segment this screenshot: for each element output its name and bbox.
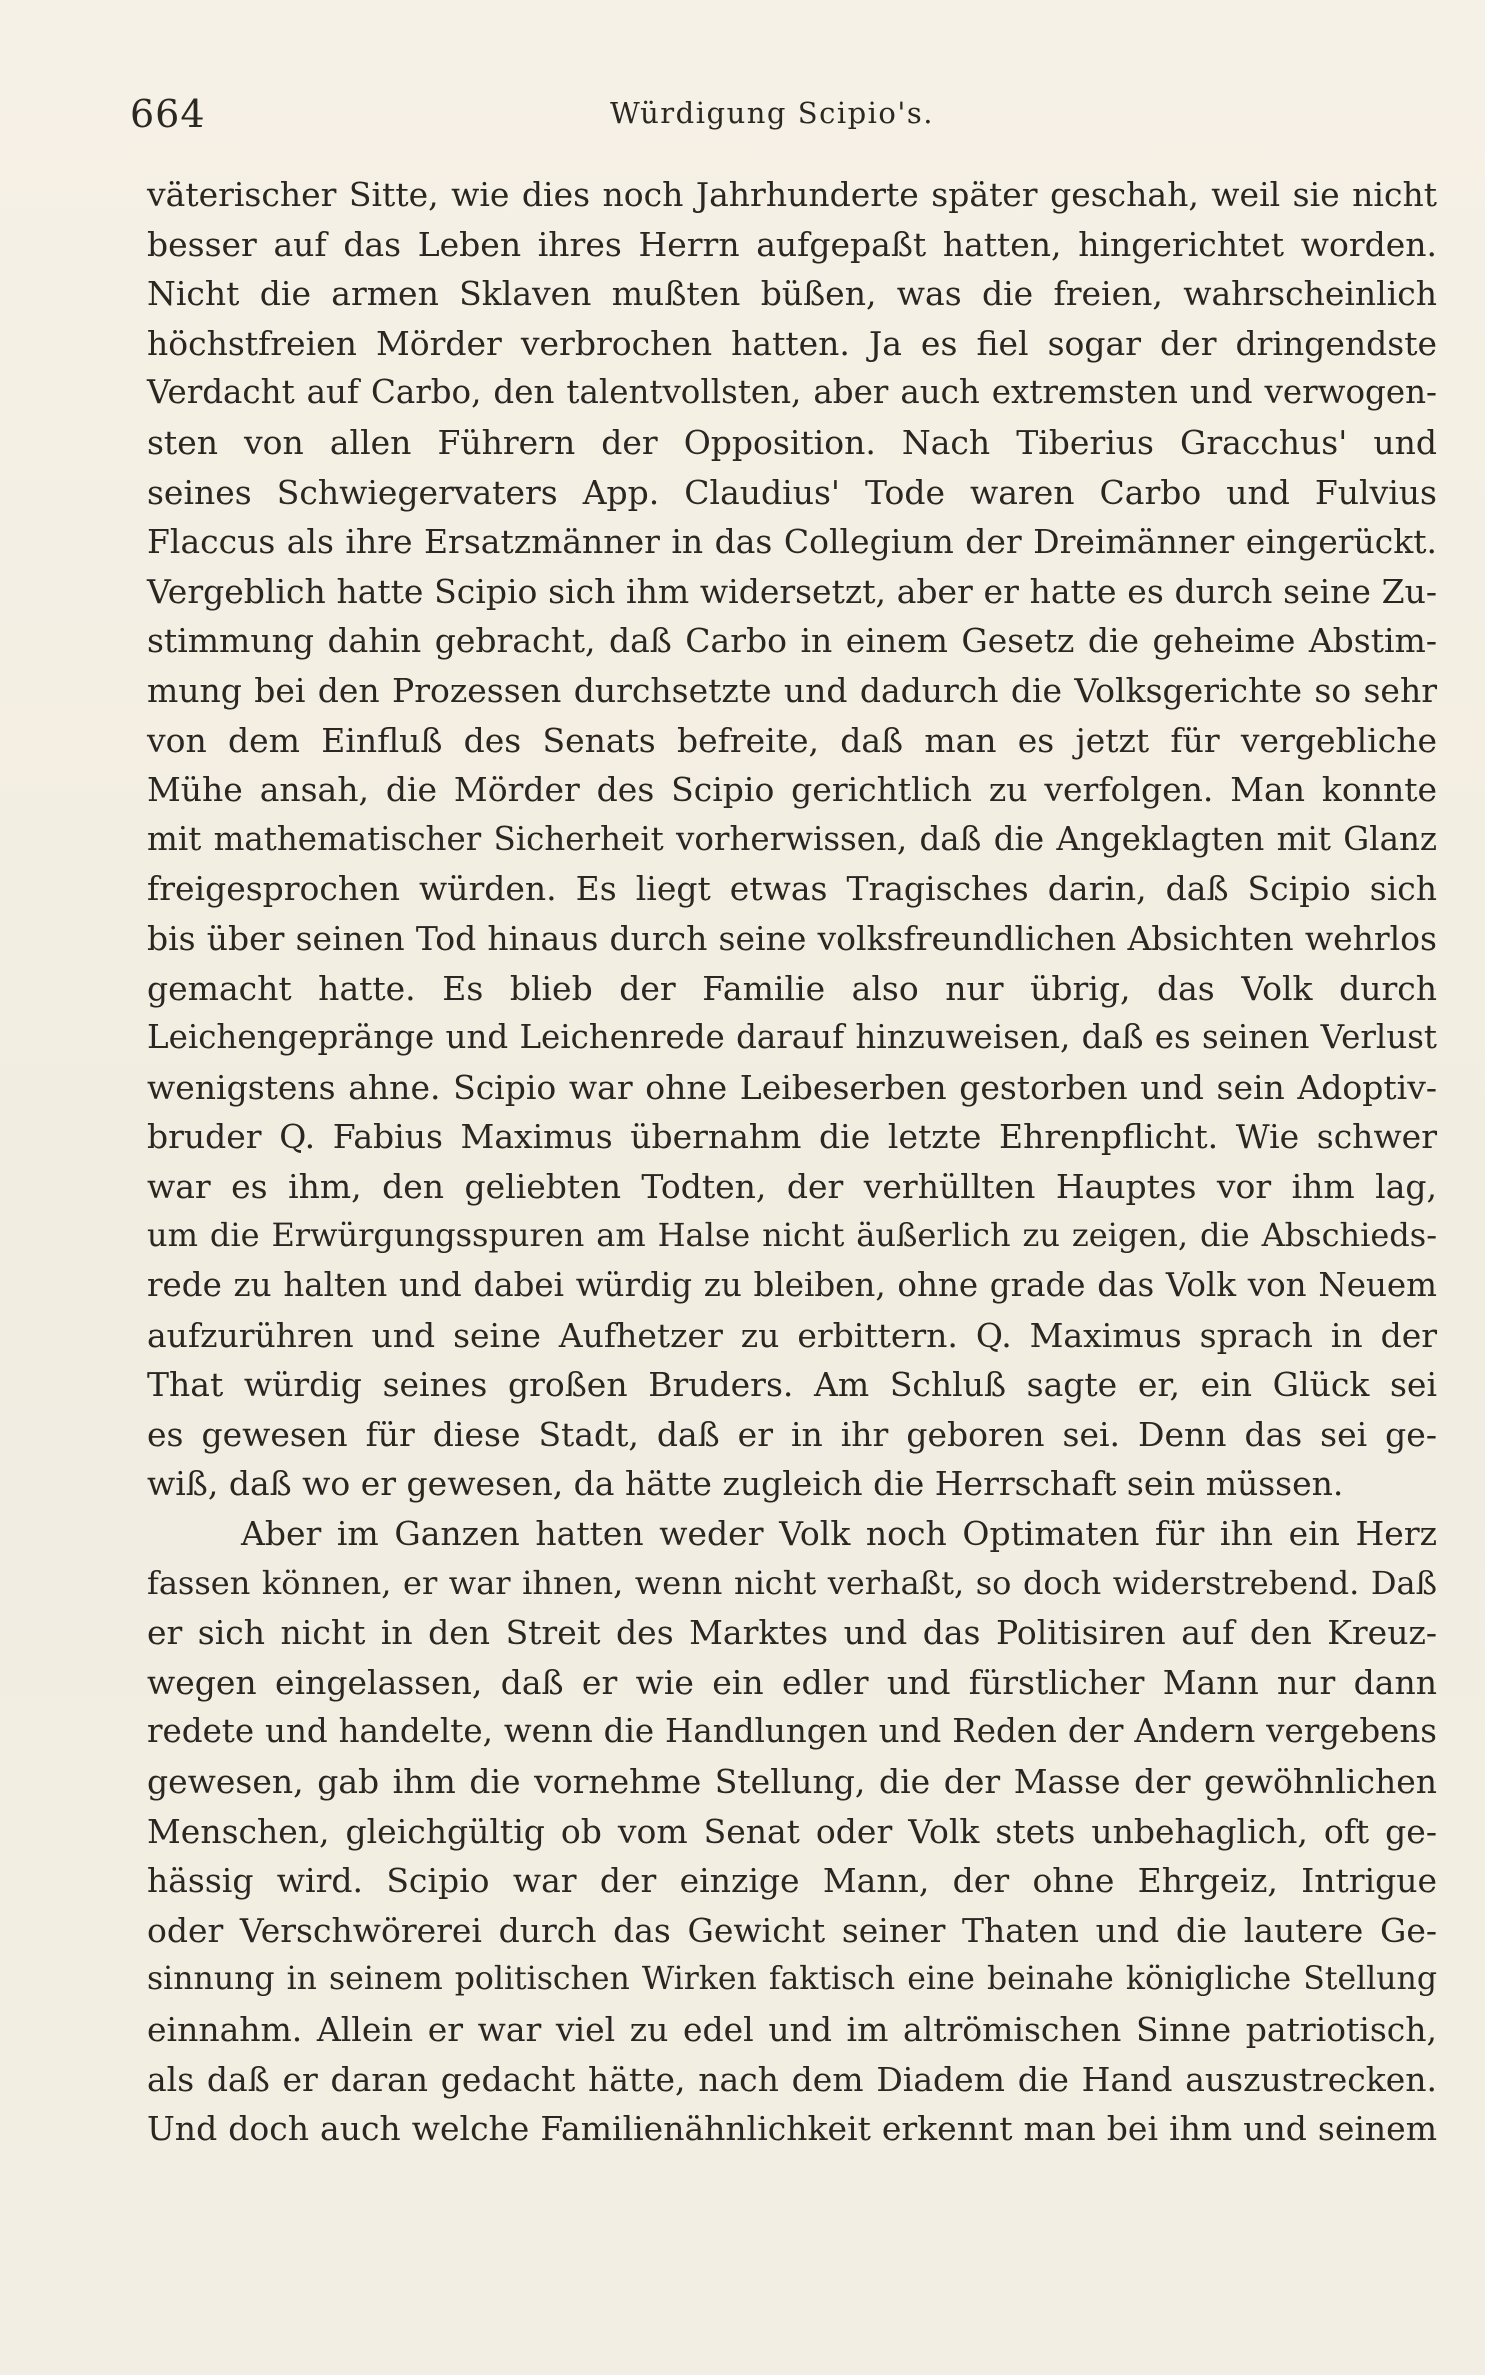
paragraph-start-line: Aber im Ganzen hatten weder Volk noch Optimaten für ihn ein Herz (241, 1514, 1437, 1554)
text-line: als daß er daran gedacht hätte, nach dem Diadem die Hand auszustrecken. (147, 2059, 1437, 2099)
text-line: um die Erwürgungsspuren am Halse nicht äußerlich zu zeigen, die Abschieds- (147, 1216, 1437, 1255)
text-line: Und doch auch welche Familienähnlichkeit erkennt man bei ihm und seinem (147, 2109, 1437, 2149)
page-number: 664 (130, 92, 206, 136)
text-line: bruder Q. Fabius Maximus übernahm die letzte Ehrenpflicht. Wie schwer (147, 1117, 1437, 1157)
text-line: bis über seinen Tod hinaus durch seine volksfreundlichen Absichten wehrlos (147, 918, 1437, 958)
text-line: Verdacht auf Carbo, den talentvollsten, aber auch extremsten und verwogen- (147, 373, 1437, 412)
text-line: besser auf das Leben ihres Herrn aufgepaßt hatten, hingerichtet worden. (147, 224, 1437, 264)
text-line: redete und handelte, wenn die Handlungen und Reden der Andern vergebens (147, 1712, 1437, 1751)
text-line: rede zu halten und dabei würdig zu bleiben, ohne grade das Volk von Neuem (147, 1266, 1437, 1305)
text-line: es gewesen für diese Stadt, daß er in ihr geboren sei. Denn das sei ge- (147, 1414, 1437, 1454)
text-line: Mühe ansah, die Mörder des Scipio gerichtlich zu verfolgen. Man konnte (147, 770, 1437, 810)
text-line: Flaccus als ihre Ersatzmänner in das Collegium der Dreimänner eingerückt. (147, 522, 1437, 562)
text-line: einnahm. Allein er war viel zu edel und im altrömischen Sinne patriotisch, (147, 2009, 1437, 2049)
text-line: höchstfreien Mörder verbrochen hatten. Ja es fiel sogar der dringendste (147, 323, 1437, 363)
text-line: aufzurühren und seine Aufhetzer zu erbittern. Q. Maximus sprach in der (147, 1315, 1437, 1355)
text-line: war es ihm, den geliebten Todten, der verhüllten Hauptes vor ihm lag, (147, 1166, 1437, 1206)
text-line: seines Schwiegervaters App. Claudius' Tode waren Carbo und Fulvius (147, 472, 1437, 512)
text-line: oder Verschwörerei durch das Gewicht seiner Thaten und die lautere Ge- (147, 1910, 1437, 1950)
running-head: Würdigung Scipio's. (610, 96, 934, 130)
text-line: mit mathematischer Sicherheit vorherwissen, daß die Angeklagten mit Glanz (147, 819, 1437, 858)
text-line: gemacht hatte. Es blieb der Familie also nur übrig, das Volk durch (147, 968, 1437, 1008)
text-line: gewesen, gab ihm die vornehme Stellung, die der Masse der gewöhnlichen (147, 1762, 1437, 1801)
text-line: freigesprochen würden. Es liegt etwas Tragisches darin, daß Scipio sich (147, 869, 1437, 909)
text-line: hässig wird. Scipio war der einzige Mann, der ohne Ehrgeiz, Intrigue (147, 1861, 1437, 1901)
page-header (130, 92, 1435, 142)
text-line: That würdig seines großen Bruders. Am Schluß sagte er, ein Glück sei (147, 1365, 1437, 1405)
text-line: wenigstens ahne. Scipio war ohne Leibeserben gestorben und sein Adoptiv- (147, 1067, 1437, 1107)
text-line: wegen eingelassen, daß er wie ein edler und fürstlicher Mann nur dann (147, 1662, 1437, 1702)
body-text (147, 170, 1437, 2154)
text-line: fassen können, er war ihnen, wenn nicht verhaßt, so doch widerstrebend. Daß (147, 1563, 1437, 1602)
text-line: Nicht die armen Sklaven mußten büßen, was die freien, wahrscheinlich (147, 274, 1437, 314)
text-line: wiß, daß wo er gewesen, da hätte zugleich die Herrschaft sein müssen. (147, 1464, 1344, 1504)
text-line: mung bei den Prozessen durchsetzte und dadurch die Volksgerichte so sehr (147, 670, 1437, 710)
text-line: er sich nicht in den Streit des Marktes und das Politisiren auf den Kreuz- (147, 1613, 1437, 1653)
text-line: sinnung in seinem politischen Wirken faktisch eine beinahe königliche Stellung (147, 1961, 1437, 1998)
text-line: Menschen, gleichgültig ob vom Senat oder Volk stets unbehaglich, oft ge- (147, 1811, 1437, 1851)
text-line: von dem Einfluß des Senats befreite, daß man es jetzt für vergebliche (147, 720, 1437, 760)
text-line: Leichengepränge und Leichenrede darauf hinzuweisen, daß es seinen Verlust (147, 1018, 1437, 1057)
text-line: stimmung dahin gebracht, daß Carbo in einem Gesetz die geheime Abstim- (147, 621, 1437, 661)
text-line: väterischer Sitte, wie dies noch Jahrhunderte später geschah, weil sie nicht (147, 175, 1437, 214)
text-line: Vergeblich hatte Scipio sich ihm widersetzt, aber er hatte es durch seine Zu- (147, 571, 1437, 611)
text-line: sten von allen Führern der Opposition. Nach Tiberius Gracchus' und (147, 422, 1437, 462)
